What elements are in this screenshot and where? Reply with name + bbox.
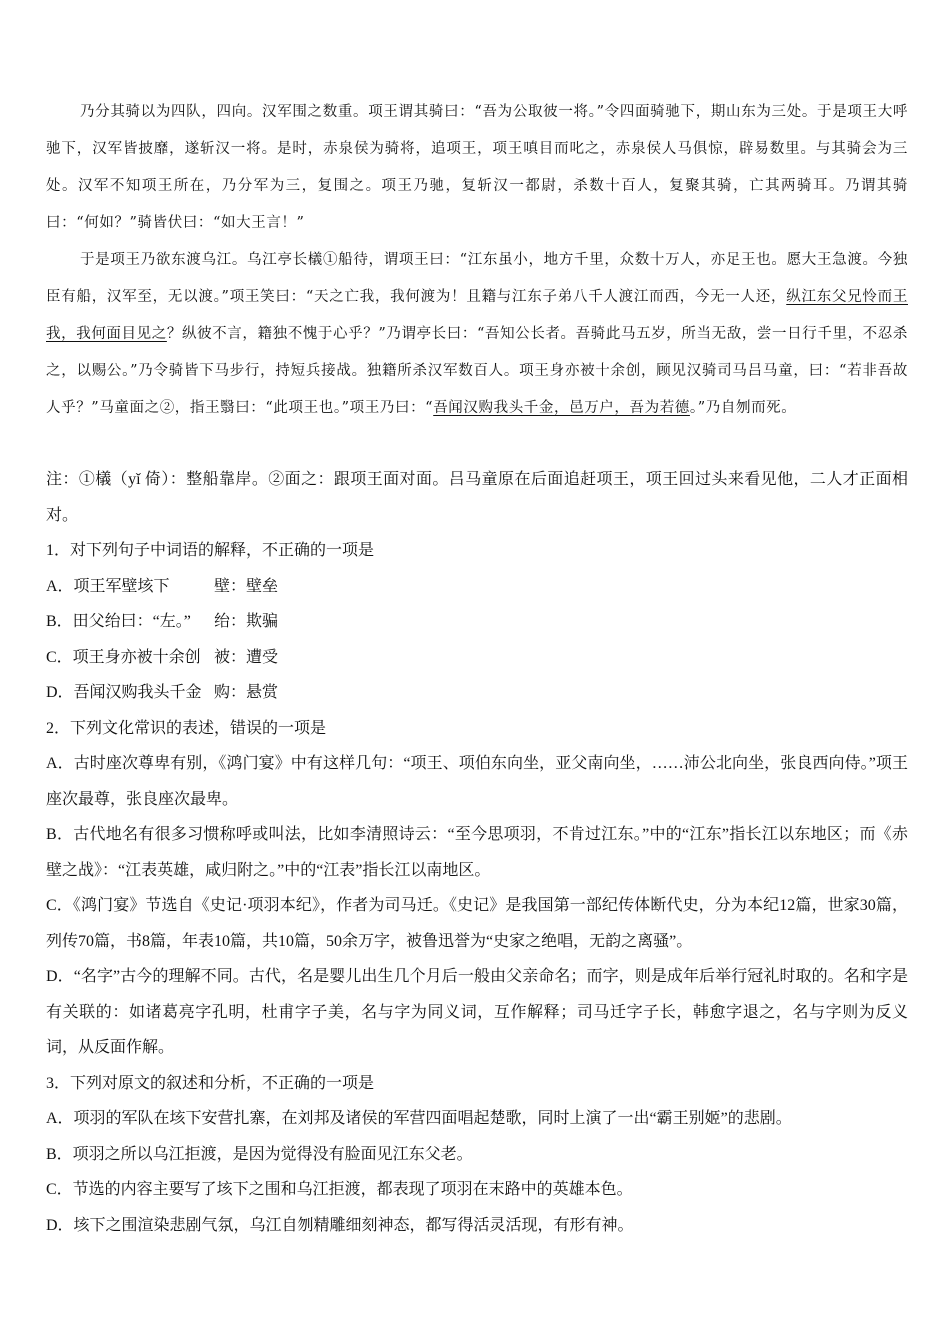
question-1 — [46, 533, 908, 711]
option-sentence: D．吾闻汉购我头千金 — [46, 684, 202, 701]
question-option: C．《鸿门宴》节选自《史记·项羽本纪》，作者为司马迁。《史记》是我国第一部纪传体断代史，分为本纪12篇，世家30篇，列传70篇，书8篇，年表10篇，共10篇，50余万字，被鲁迅誉为“史家之绝唱，无韵之离骚”。 — [46, 897, 908, 950]
underlined-sentence-1: 纵江东父兄怜而王我，我何面目见之 — [46, 289, 908, 342]
option-sentence: B．田父绐曰：“左。” — [46, 613, 191, 630]
passage-text-2c: 。”乃自刎而死。 — [689, 400, 797, 416]
option-explanation: 被：遭受 — [214, 648, 279, 666]
question-stem: 1．对下列句子中词语的解释，不正确的一项是 — [46, 542, 375, 559]
question-option: D．垓下之围渲染悲剧气氛，乌江自刎精雕细刻神态，都写得活灵活现，有形有神。 — [46, 1216, 634, 1234]
option-explanation: 购：悬赏 — [214, 684, 279, 701]
passage-paragraph-2 — [46, 242, 908, 427]
question-option: B．古代地名有很多习惯称呼或叫法，比如李清照诗云：“至今思项羽，不肯过江东。”中的“江东”指长江以东地区；而《赤壁之战》：“江表英雄，咸归附之。”中的“江表”指长江以南地区。 — [46, 826, 908, 879]
option-sentence: A．项王军壁垓下 — [46, 577, 170, 595]
question-option — [46, 604, 908, 640]
question-option: C．节选的内容主要写了垓下之围和乌江拒渡，都表现了项羽在末路中的英雄本色。 — [46, 1181, 633, 1198]
question-stem: 3．下列对原文的叙述和分析，不正确的一项是 — [46, 1074, 375, 1092]
underlined-sentence-2: 吾闻汉购我头千金，邑万户，吾为若德 — [433, 400, 690, 416]
passage-text-2b: ？纵彼不言，籍独不愧于心乎？”乃谓亭长曰：“吾知公长者。吾骑此马五岁，所当无敌，尝一日行千里，不忍杀之，以赐公。”乃令骑皆下马步行，持短兵接战。独籍所杀汉军数百人。项王身亦被十余创，顾见汉骑司马吕马童，曰：“若非吾故人乎？”马童面之②，指王翳曰：“此项王也。”项王乃曰：“ — [46, 326, 908, 416]
option-sentence: C．项王身亦被十余创 — [46, 648, 201, 666]
option-explanation: 绐：欺骗 — [214, 613, 279, 630]
question-option: D．“名字”古今的理解不同。古代，名是婴儿出生几个月后一般由父亲命名；而字，则是成年后举行冠礼时取的。名和字是有关联的：如诸葛亮字孔明，杜甫字子美，名与字为同义词，互作解释；司马迁字子长，韩愈字退之，名与字则为反义词，从反面作解。 — [46, 968, 908, 1056]
question-option: A．古时座次尊卑有别，《鸿门宴》中有这样几句：“项王、项伯东向坐，亚父南向坐，……沛公北向坐，张良西向侍。”项王座次最尊，张良座次最卑。 — [46, 755, 908, 808]
option-explanation: 壁：壁垒 — [214, 577, 279, 595]
question-2 — [46, 711, 908, 1066]
question-option — [46, 569, 908, 605]
passage-paragraph-1 — [46, 94, 908, 242]
question-option — [46, 675, 908, 711]
passage-text-2a: 于是项王乃欲东渡乌江。乌江亭长檥①船待，谓项王曰：“江东虽小，地方千里，众数十万人，亦足王也。愿大王急渡。今独臣有船，汉军至，无以渡。”项王笑曰：“天之亡我，我何渡为！且籍与江东子弟八千人渡江而西，今无一人还， — [46, 252, 908, 305]
question-option: B．项羽之所以乌江拒渡，是因为觉得没有脸面见江东父老。 — [46, 1145, 473, 1163]
notes-text: 注：①檥（yǐ 倚）：整船靠岸。②面之：跟项王面对面。吕马童原在后面追赶项王，项王回过头来看见他，二人才正面相对。 — [46, 471, 908, 524]
question-3 — [46, 1066, 908, 1244]
question-option: A．项羽的军队在垓下安营扎寨，在刘邦及诸侯的军营四面唱起楚歌，同时上演了一出“霸王别姬”的悲剧。 — [46, 1110, 792, 1127]
question-stem: 2．下列文化常识的表述，错误的一项是 — [46, 719, 327, 737]
annotation-notes — [46, 462, 908, 533]
passage-text-2 — [46, 242, 908, 427]
question-option — [46, 640, 908, 676]
question-list — [46, 533, 908, 1243]
passage-text-1: 乃分其骑以为四队，四向。汉军围之数重。项王谓其骑曰：“吾为公取彼一将。”令四面骑驰下，期山东为三处。于是项王大呼驰下，汉军皆披靡，遂斩汉一将。是时，赤泉侯为骑将，追项王，项王嗔目而叱之，赤泉侯人马俱惊，辟易数里。与其骑会为三处。汉军不知项王所在，乃分军为三，复围之。项王乃驰，复斩汉一都尉，杀数十百人，复聚其骑，亡其两骑耳。乃谓其骑曰：“何如？”骑皆伏曰：“如大王言！” — [46, 104, 908, 231]
